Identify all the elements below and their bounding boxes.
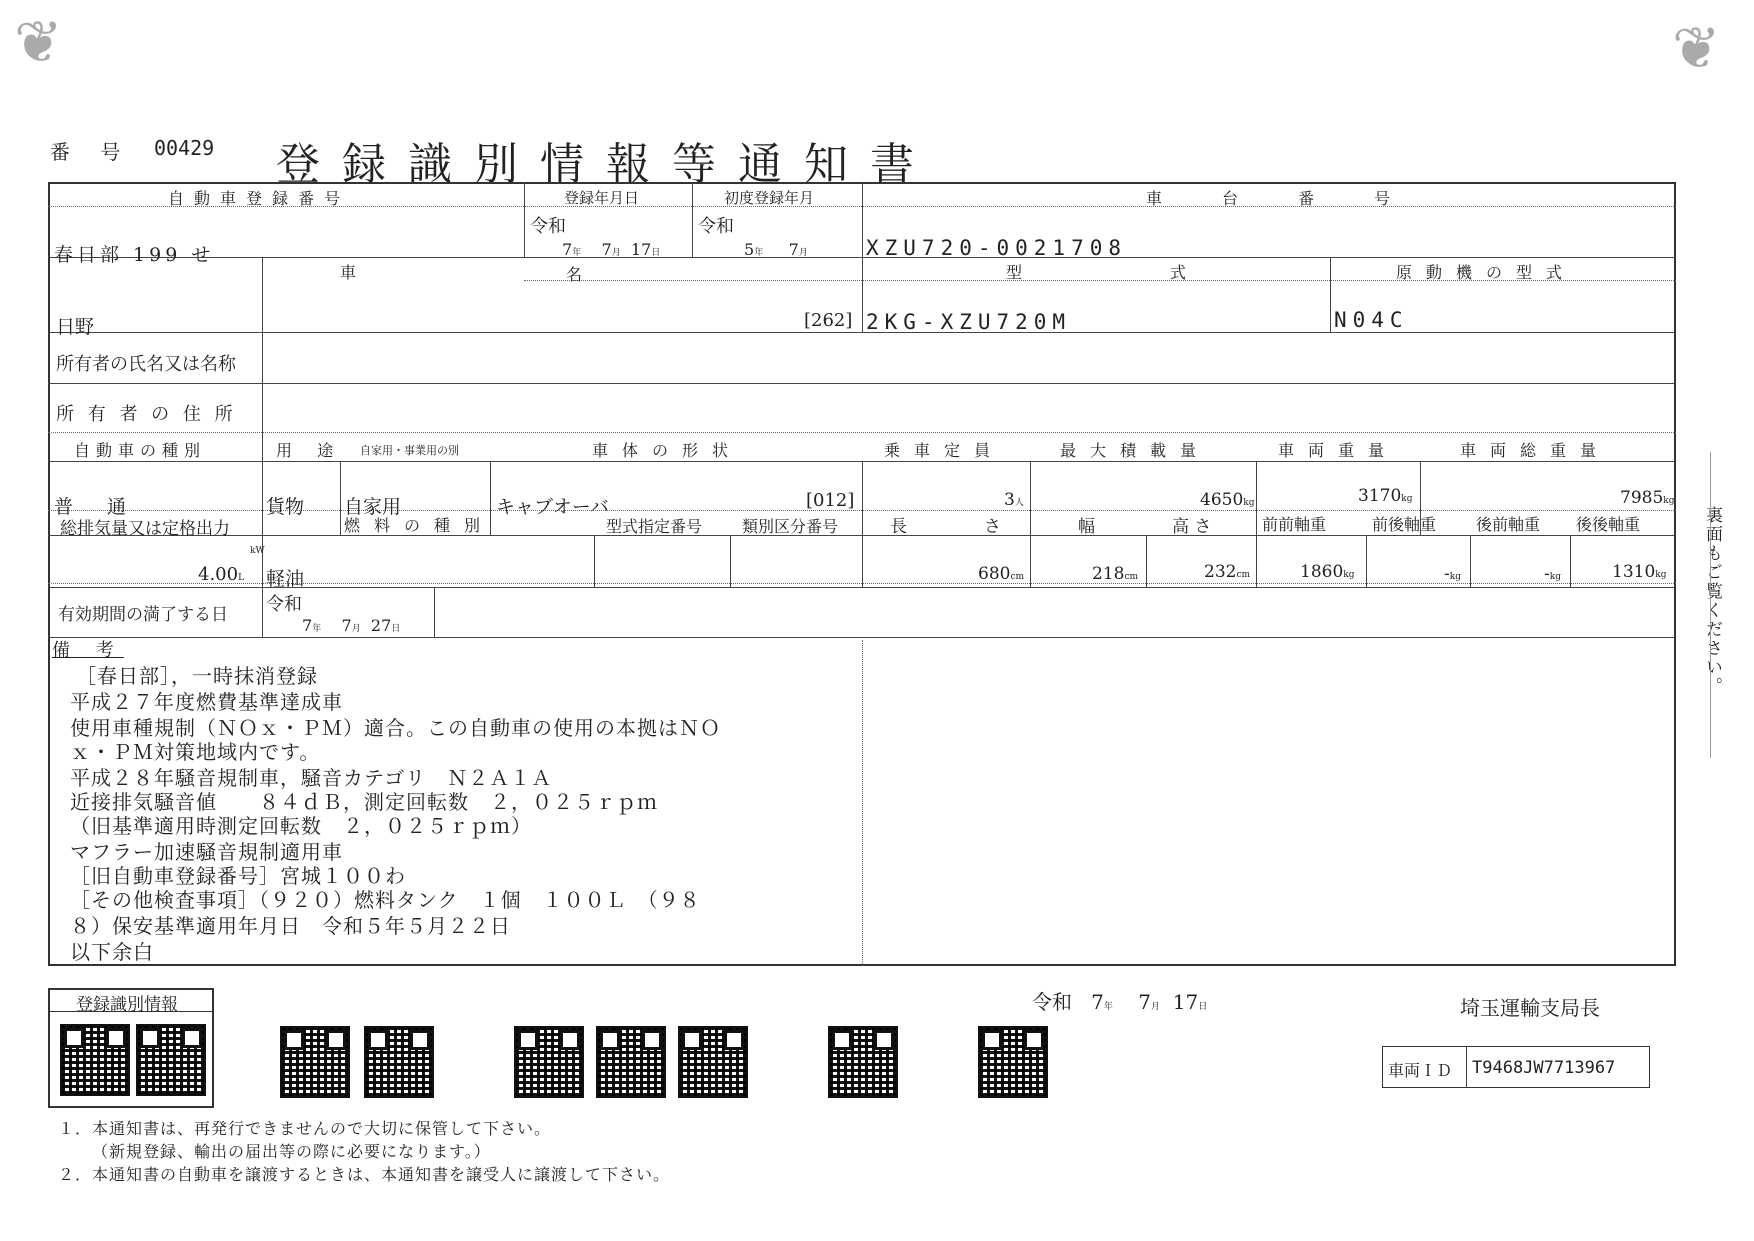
width-value: 218cm [1092,564,1139,584]
capacity-value: 3人 [1004,490,1024,510]
capacity-label: 乗車定員 [884,441,1005,460]
side-note: 裏面もご覧ください。 [1702,506,1722,696]
private-value: 自家用 [344,496,402,518]
rear-front-axle-label: 後前軸重 [1476,515,1541,534]
reg-number-label: 自動車登録番号 [168,189,351,208]
qr-code-2 [136,1024,206,1096]
gross-weight-label: 車両総重量 [1460,441,1611,460]
name-label-1: 車 [340,263,367,282]
vehicle-id-value: T9468JW7713967 [1472,1058,1616,1078]
body-code: [012] [806,490,855,511]
remark-line: マフラー加速騒音規制適用車 [70,840,343,864]
qr-code-9 [978,1026,1048,1098]
front-rear-axle-label: 前後軸重 [1372,515,1437,534]
remark-line: 使用車種規制（ＮＯｘ・ＰＭ）適合。この自動車の使用の本拠はＮＯ [70,716,721,740]
front-front-axle-value: 1860kg [1300,562,1355,582]
corner-ornament-right: ❦ [1672,14,1721,82]
qr-code-7 [678,1026,748,1098]
number-value: 00429 [154,136,215,160]
qr-code-4 [364,1026,434,1098]
displacement-value: 4.00L [198,564,245,585]
vehicle-weight-label: 車両重量 [1278,441,1399,460]
owner-name-label: 所有者の氏名又は名称 [56,354,236,375]
car-name-value: 日野 [56,316,95,338]
reg-date-label: 登録年月日 [564,189,640,207]
expiry-date: 7年 7月 27日 [302,616,401,635]
height-value: 232cm [1204,562,1251,582]
reg-number-value: 春日部 199 せ [54,244,215,266]
first-reg-era: 令和 [698,216,734,237]
reg-id-info-label: 登録識別情報 [76,995,178,1015]
height-label: 高 さ [1172,517,1212,537]
expiry-era: 令和 [266,594,302,615]
remark-line: 平成２８年騒音規制車，騒音カテゴリ Ｎ２Ａ１Ａ [70,766,553,790]
reg-date-era: 令和 [530,216,566,237]
remark-line: ［春日部］，一時抹消登録 [76,664,318,688]
remark-line: （旧基準適用時測定回転数 ２，０２５ｒｐｍ） [70,814,532,838]
kw-unit: kW [250,546,265,556]
remark-line: 平成２７年度燃費基準達成車 [70,690,343,714]
reg-date: 7年 7月 17日 [562,240,661,259]
length-label-2: さ [984,517,1001,537]
chassis-value: XZU720-0021708 [866,236,1128,260]
model-label-2: 式 [1170,263,1197,282]
engine-value: N04C [1334,308,1409,332]
displacement-label: 総排気量又は定格出力 [60,519,230,539]
fuel-type-label: 燃料の種別 [344,516,495,535]
engine-label: 原動機の型式 [1396,263,1577,282]
number-label: 番 号 [50,140,133,164]
first-reg-date: 5年 7月 [744,240,808,259]
front-front-axle-label: 前前軸重 [1262,515,1327,534]
private-label: 自家用・事業用の別 [360,444,459,457]
model-value: 2KG-XZU720M [866,310,1072,334]
category-number-label: 類別区分番号 [742,517,839,536]
document-title: 登録識別情報等通知書 [276,139,936,190]
owner-address-label: 所 有 者 の 住 所 [56,404,237,425]
length-label-1: 長 [890,517,907,537]
vehicle-weight-value: 3170kg [1358,486,1413,506]
qr-code-6 [596,1026,666,1098]
vehicle-type-label: 自動車の種別 [74,441,207,460]
issue-date: 令和 7年 7月 17日 [1032,990,1208,1014]
rear-rear-axle-label: 後後軸重 [1576,515,1641,534]
chassis-label: 車台番号 [1146,189,1451,208]
remark-line: ８）保安基準適用年月日 令和５年５月２２日 [70,914,511,938]
note-1b: （新規登録、輸出の届出等の際に必要になります。） [92,1142,491,1161]
model-designation-label: 型式指定番号 [606,517,703,536]
model-label-1: 型 [1006,263,1033,282]
name-label-2: 名 [566,265,593,284]
qr-code-3 [280,1026,350,1098]
use-label: 用 途 [276,441,344,460]
front-rear-axle-value: -kg [1444,564,1461,584]
body-shape-value: キャブオーバ [496,496,609,518]
note-1: １．本通知書は、再発行できませんので大切に保管して下さい。 [58,1119,552,1138]
max-load-value: 4650kg [1200,490,1255,510]
length-value: 680cm [978,564,1025,584]
fuel-type-value: 軽油 [266,568,305,590]
first-reg-label: 初度登録年月 [724,189,815,207]
expiry-label: 有効期間の満了する日 [58,605,228,625]
qr-code-8 [828,1026,898,1098]
issuer: 埼玉運輸支局長 [1460,996,1600,1020]
remark-line: ［その他検査事項］（９２０）燃料タンク １個 １００Ｌ （９８ [70,888,701,912]
remarks-label: 備 考 [52,640,124,661]
rear-rear-axle-value: 1310kg [1612,562,1667,582]
body-shape-label: 車体の形状 [592,441,743,460]
max-load-label: 最大積載量 [1060,441,1211,460]
corner-ornament-left: ❦ [14,8,63,76]
use-value: 貨物 [266,496,305,518]
remark-line: ［旧自動車登録番号］宮城１００わ [70,864,406,888]
model-code: [262] [804,310,853,331]
remark-line: ｘ・ＰＭ対策地域内です。 [70,740,321,764]
qr-code-1 [60,1024,130,1096]
remark-line: 以下余白 [70,940,154,964]
gross-weight-value: 7985kg [1620,488,1675,508]
remark-line: 近接排気騒音値 ８４ｄＢ，測定回転数 ２，０２５ｒｐｍ [70,790,658,814]
vehicle-id-label: 車両ＩＤ [1388,1061,1453,1080]
qr-code-5 [514,1026,584,1098]
note-2: ２．本通知書の自動車を譲渡するときは、本通知書を譲受人に譲渡して下さい。 [58,1165,671,1184]
vehicle-type-value: 普 通 [54,496,141,518]
width-label: 幅 [1078,517,1095,537]
rear-front-axle-value: -kg [1544,564,1561,584]
